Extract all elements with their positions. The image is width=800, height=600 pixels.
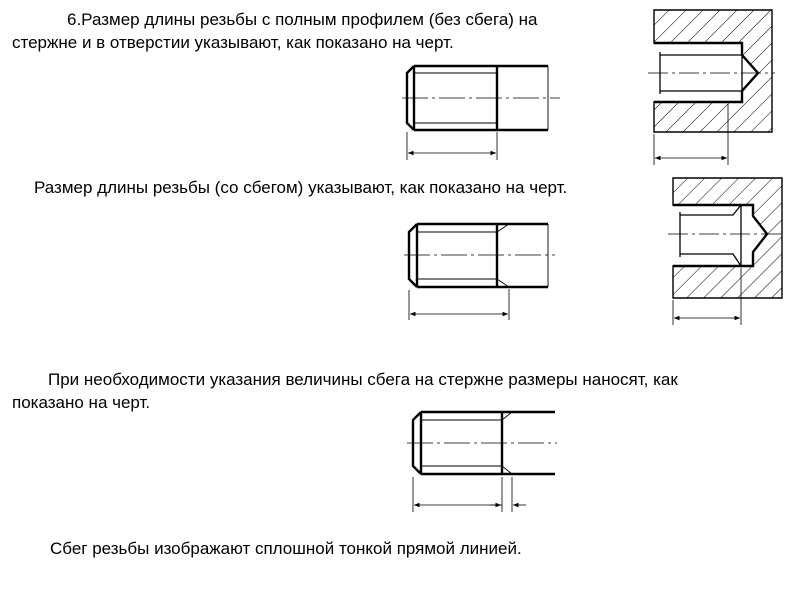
paragraph-runout-line-text: Сбег резьбы изображают сплошной тонкой прямой линией. [50, 539, 522, 558]
paragraph-full-profile-line1: 6.Размер длины резьбы с полным профилем (без сбега) на [67, 10, 538, 29]
hole-section-hatch [654, 10, 772, 132]
thread-runout-lines [417, 224, 509, 287]
rod-with-runout-drawing [404, 224, 555, 320]
rod-runout-dimension-drawing [407, 412, 557, 512]
paragraph-runout-dimension-line2: показано на черт. [12, 393, 151, 412]
paragraph-with-runout-text: Размер длины резьбы (со сбегом) указывают, как показано на черт. [34, 178, 568, 197]
rod-outline [409, 224, 548, 287]
extension-lines [407, 132, 497, 160]
extension-lines [413, 477, 512, 512]
rod-full-profile-drawing [402, 66, 560, 160]
hole-full-profile-drawing [648, 10, 775, 165]
hole-thread-runout-lines [680, 205, 741, 266]
hole-section-hatch [673, 178, 782, 298]
hole-outline [673, 205, 767, 266]
extension-lines [409, 289, 509, 320]
paragraph-runout-dimension-line1: При необходимости указания величины сбега на стержне размеры наносят, как [48, 370, 678, 389]
hole-with-runout-drawing [668, 178, 785, 325]
paragraph-full-profile-line2: стержне и в отверстии указывают, как показано на черт. [12, 33, 454, 52]
